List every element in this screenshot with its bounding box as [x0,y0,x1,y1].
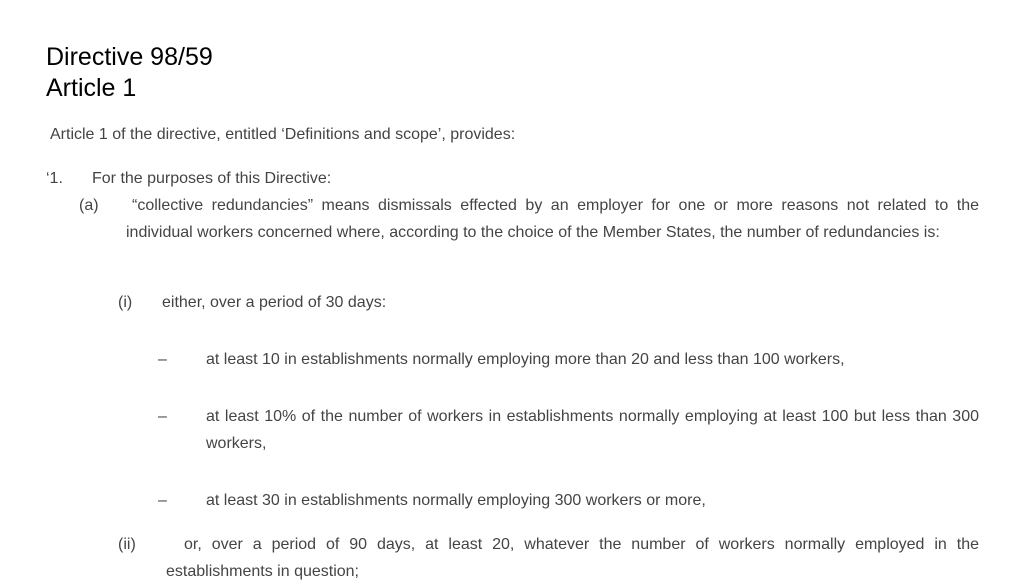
title-line-article: Article 1 [46,74,137,102]
dash-item-3: at least 30 in establishments normally employing 300 workers or more, [206,492,706,509]
item-ii-text [166,531,979,585]
paragraph-number: ‘1. [46,170,63,187]
item-ii-first-line: or, over a period of 90 days, at least 20, whatever the number of workers normally employed in the [184,536,979,553]
title-line-directive: Directive 98/59 [46,43,213,71]
item-ii-label: (ii) [118,536,136,553]
dash-marker-2: – [158,408,167,425]
item-a-first-line: “collective redundancies” means dismissals effected by an employer for one or more reasons not related to the [132,197,979,214]
item-i-text: either, over a period of 30 days: [162,294,387,311]
dash-marker-1: – [158,351,167,368]
dash-item-2: at least 10% of the number of workers in establishments normally employing at least 100 but less than 300 workers, [206,408,979,452]
item-a-text [126,192,979,246]
intro-text: Article 1 of the directive, entitled ‘Definitions and scope’, provides: [50,126,516,143]
slide-title [46,42,213,104]
dash-item-1: at least 10 in establishments normally employing more than 20 and less than 100 workers, [206,351,845,368]
dash-marker-3: – [158,492,167,509]
item-a-label: (a) [79,197,99,214]
item-a-continuation: individual workers concerned where, according to the choice of the Member States, the number of redundancies is: [126,224,940,241]
paragraph-text: For the purposes of this Directive: [92,170,332,187]
item-i-label: (i) [118,294,133,311]
item-ii-continuation: establishments in question; [166,563,359,580]
